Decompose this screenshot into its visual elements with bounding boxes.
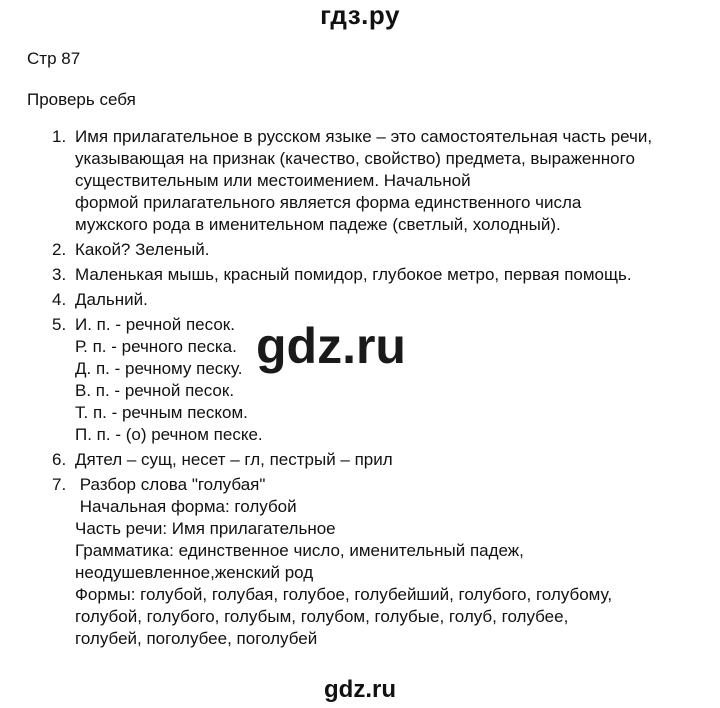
page-reference: Стр 87 — [27, 49, 81, 68]
section-title: Проверь себя — [27, 90, 136, 109]
answer-line: Д. п. - речному песку. — [75, 359, 243, 378]
answer-line: Имя прилагательное в русском языке – это самостоятельная часть речи, — [75, 127, 653, 146]
answer-line: Т. п. - речным песком. — [75, 403, 248, 422]
answer-line: Начальная форма: голубой — [75, 497, 297, 516]
answer-line: Дятел – сущ, несет – гл, пестрый – прил — [75, 450, 393, 469]
answer-line: неодушевленное,женский род — [75, 563, 314, 582]
answer-line: Какой? Зеленый. — [75, 240, 210, 259]
answer-line: формой прилагательного является форма единственного числа — [75, 193, 582, 212]
answer-item-6 — [48, 449, 708, 471]
answer-line: Маленькая мышь, красный помидор, глубокое метро, первая помощь. — [75, 265, 632, 284]
answers-list — [48, 126, 708, 653]
answer-item-3 — [48, 264, 708, 286]
answer-line: П. п. - (о) речном песке. — [75, 425, 263, 444]
answer-number: 5. — [52, 315, 67, 334]
site-header-title: гдз.ру — [320, 0, 400, 30]
answer-number: 4. — [52, 290, 67, 309]
answer-line: голубой, голубого, голубым, голубом, голубые, голуб, голубее, — [75, 607, 569, 626]
answer-item-1 — [48, 126, 708, 236]
answer-line: Формы: голубой, голубая, голубое, голубейший, голубого, голубому, — [75, 585, 613, 604]
site-footer-text: gdz.ru — [324, 676, 396, 703]
answer-item-4 — [48, 289, 708, 311]
answer-number: 6. — [52, 450, 67, 469]
answer-number: 3. — [52, 265, 67, 284]
answer-line: Разбор слова "голубая" — [75, 475, 266, 494]
answer-item-2 — [48, 239, 708, 261]
answer-number: 2. — [52, 240, 67, 259]
answer-line: мужского рода в именительном падеже (светлый, холодный). — [75, 215, 561, 234]
answer-item-7 — [48, 474, 708, 650]
answer-line: И. п. - речной песок. — [75, 315, 235, 334]
answer-number: 1. — [52, 127, 67, 146]
answer-line: Р. п. - речного песка. — [75, 337, 237, 356]
answer-line: Дальний. — [75, 290, 148, 309]
watermark-text: gdz.ru — [256, 318, 406, 374]
answer-line: указывающая на признак (качество, свойство) предмета, выраженного — [75, 149, 635, 168]
answer-line: Грамматика: единственное число, именительный падеж, — [75, 541, 524, 560]
answer-line: Часть речи: Имя прилагательное — [75, 519, 336, 538]
answer-line: В. п. - речной песок. — [75, 381, 235, 400]
answer-number: 7. — [52, 475, 67, 494]
answer-line: голубей, поголубее, поголубей — [75, 629, 318, 648]
answer-line: существительным или местоимением. Начальной — [75, 171, 471, 190]
